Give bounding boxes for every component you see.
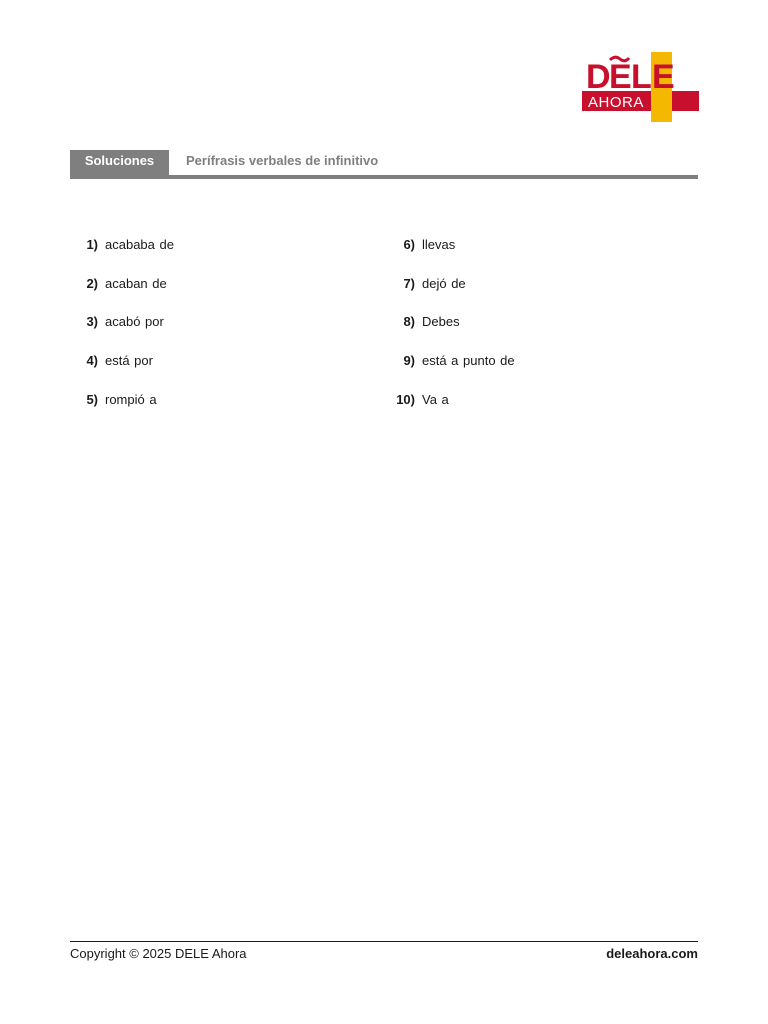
svg-text:D: D bbox=[586, 58, 610, 96]
svg-text:AHORA: AHORA bbox=[588, 94, 644, 111]
answer-number: 10) bbox=[396, 391, 415, 407]
footer-divider bbox=[70, 941, 698, 942]
answer-number: 5) bbox=[86, 391, 98, 407]
answer-text: acababa de bbox=[105, 237, 174, 252]
dele-ahora-logo-icon bbox=[582, 52, 700, 122]
page-title: Perífrasis verbales de infinitivo bbox=[186, 153, 379, 168]
answer-item bbox=[387, 312, 515, 351]
answer-text: está a punto de bbox=[422, 353, 515, 369]
answer-number: 9) bbox=[403, 353, 415, 369]
answer-number: 4) bbox=[86, 353, 98, 369]
answer-text: Debes bbox=[422, 314, 460, 330]
answer-item bbox=[70, 390, 174, 429]
answer-number: 6) bbox=[403, 237, 415, 252]
answer-text: acabó por bbox=[105, 314, 164, 330]
header-divider bbox=[70, 175, 698, 179]
svg-text:E: E bbox=[652, 58, 675, 96]
answer-text: Va a bbox=[422, 391, 449, 407]
answer-text: dejó de bbox=[422, 275, 466, 291]
solutions-tab-label: Soluciones bbox=[70, 150, 169, 179]
answer-number: 1) bbox=[86, 237, 98, 252]
answer-item bbox=[387, 390, 515, 429]
footer-site-link[interactable]: deleahora.com bbox=[606, 946, 698, 961]
dele-ahora-logo bbox=[582, 52, 700, 122]
answer-item bbox=[387, 274, 515, 313]
answer-number: 3) bbox=[86, 314, 98, 330]
answer-number: 2) bbox=[86, 275, 98, 291]
answer-text: llevas bbox=[422, 237, 456, 252]
answer-text: acaban de bbox=[105, 275, 167, 291]
section-header bbox=[70, 150, 698, 179]
answer-number: 8) bbox=[403, 314, 415, 330]
answer-item bbox=[387, 351, 515, 390]
answer-item bbox=[70, 235, 174, 274]
answers-column-left bbox=[70, 235, 174, 428]
answer-item bbox=[70, 274, 174, 313]
answer-text: está por bbox=[105, 353, 153, 369]
answer-item bbox=[387, 235, 515, 274]
svg-text:L: L bbox=[631, 58, 652, 96]
answer-item bbox=[70, 351, 174, 390]
footer-copyright: Copyright © 2025 DELE Ahora bbox=[70, 946, 247, 961]
answer-text: rompió a bbox=[105, 391, 157, 407]
answer-item bbox=[70, 312, 174, 351]
answer-number: 7) bbox=[403, 275, 415, 291]
svg-text:E: E bbox=[609, 58, 632, 96]
answers-column-right bbox=[387, 235, 515, 428]
